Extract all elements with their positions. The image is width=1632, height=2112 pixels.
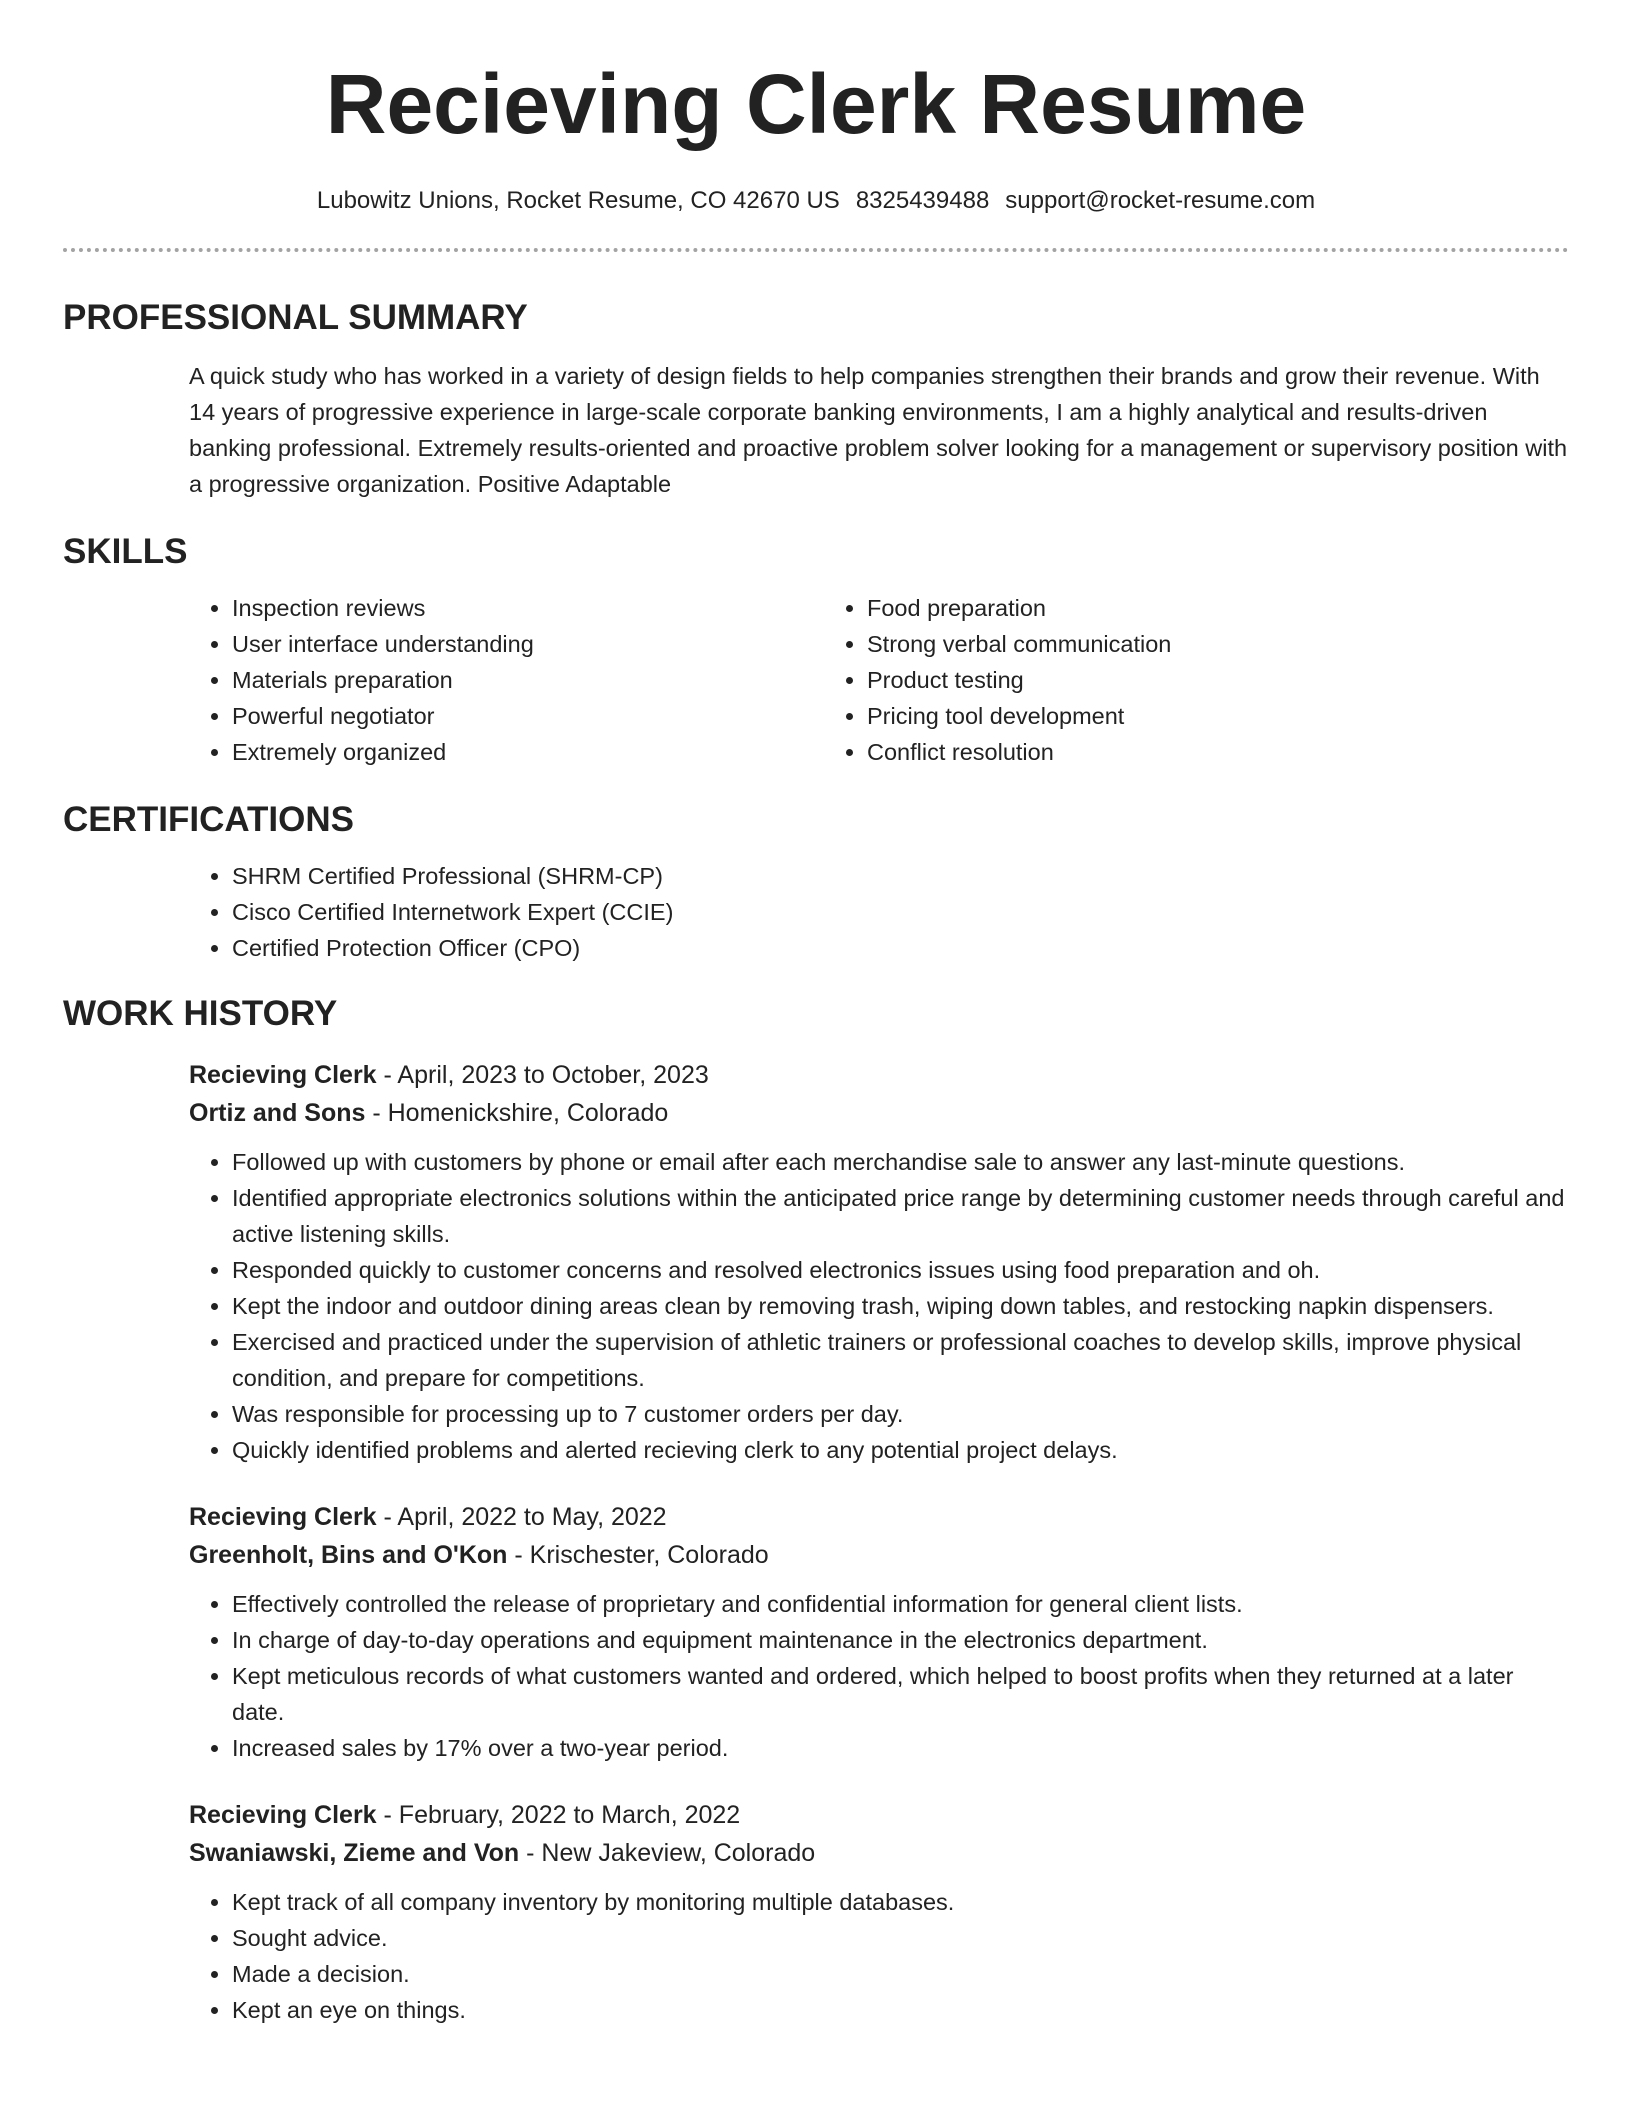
contact-email: support@rocket-resume.com [1005,187,1316,214]
job-title: Recieving Clerk [189,1801,377,1829]
skill-item: • Extremely organized [232,734,819,770]
skills-list [189,590,1569,770]
skill-item: • Inspection reviews [232,590,819,626]
skill-item: • Product testing [867,662,1449,698]
work-history-heading: WORK HISTORY [63,994,338,1033]
job-company-line [189,1094,1569,1132]
job-bullet: • Effectively controlled the release of proprietary and confidential information for general client lists. [232,1586,1569,1622]
job-title-line [189,1796,1569,1834]
job-bullet: • Kept track of all company inventory by monitoring multiple databases. [232,1884,1569,1920]
job-bullet: • Made a decision. [232,1956,1569,1992]
certification-item: • Cisco Certified Internetwork Expert (CCIE) [232,894,1569,930]
job-company: Greenholt, Bins and O'Kon [189,1541,508,1569]
job-bullet: • Increased sales by 17% over a two-year period. [232,1730,1569,1766]
job-bullet: • Sought advice. [232,1920,1569,1956]
certification-item: • Certified Protection Officer (CPO) [232,930,1569,966]
header-divider [63,248,1569,252]
certifications-list [189,858,1569,966]
skills-heading: SKILLS [63,532,188,571]
job-title: Recieving Clerk [189,1503,377,1531]
skill-item: • Powerful negotiator [232,698,819,734]
job-bullet: • Kept an eye on things. [232,1992,1569,2028]
skills-column-left [189,590,819,770]
contact-address: Lubowitz Unions, Rocket Resume, CO 42670 US [316,187,840,214]
job-title-line [189,1498,1569,1536]
job-bullet: • Was responsible for processing up to 7 customer orders per day. [232,1396,1569,1432]
job-dates: - February, 2022 to March, 2022 [376,1801,741,1829]
job-bullet: • Responded quickly to customer concerns and resolved electronics issues using food preparation and oh. [232,1252,1569,1288]
job-dates: - April, 2023 to October, 2023 [376,1061,709,1089]
skill-item: • Conflict resolution [867,734,1449,770]
summary-heading: PROFESSIONAL SUMMARY [63,298,528,337]
job-bullets [189,1586,1569,1766]
summary-text: A quick study who has worked in a variety of design fields to help companies strengthen their brands and grow their revenue. With 14 years of progressive experience in large-scale corporate banking environments, I am a highly analytical and results-driven banking professional. Extremely results-oriented and proactive problem solver looking for a management or supervisory position with a progressive organization. Positive Adaptable [189,363,1568,497]
skill-item: • Pricing tool development [867,698,1449,734]
job-entry [189,1498,1569,1766]
skill-item: • Food preparation [867,590,1449,626]
job-bullet: • Identified appropriate electronics solutions within the anticipated price range by determining customer needs through careful and active listening skills. [232,1180,1569,1252]
contact-line [63,186,1569,216]
job-entry [189,1796,1569,2028]
job-bullet: • In charge of day-to-day operations and equipment maintenance in the electronics department. [232,1622,1569,1658]
job-bullet: • Exercised and practiced under the supervision of athletic trainers or professional coaches to develop skills, improve physical condition, and prepare for competitions. [232,1324,1569,1396]
skills-column-right [819,590,1449,770]
job-company-line [189,1536,1569,1574]
job-bullet: • Followed up with customers by phone or email after each merchandise sale to answer any last-minute questions. [232,1144,1569,1180]
skill-item: • User interface understanding [232,626,819,662]
job-bullets [189,1144,1569,1468]
job-bullets [189,1884,1569,2028]
job-location: - Homenickshire, Colorado [365,1099,669,1127]
job-location: - New Jakeview, Colorado [519,1839,816,1867]
job-company-line [189,1834,1569,1872]
resume-title: Recieving Clerk Resume [325,57,1307,151]
job-company: Swaniawski, Zieme and Von [189,1839,520,1867]
skill-item: • Strong verbal communication [867,626,1449,662]
job-bullet: • Kept the indoor and outdoor dining areas clean by removing trash, wiping down tables, and restocking napkin dispensers. [232,1288,1569,1324]
job-dates: - April, 2022 to May, 2022 [376,1503,667,1531]
skill-item: • Materials preparation [232,662,819,698]
certification-item: • SHRM Certified Professional (SHRM-CP) [232,858,1569,894]
job-company: Ortiz and Sons [189,1099,366,1127]
job-title-line [189,1056,1569,1094]
job-location: - Krischester, Colorado [507,1541,769,1569]
job-bullet: • Kept meticulous records of what customers wanted and ordered, which helped to boost profits when they returned at a later date. [232,1658,1569,1730]
job-entry [189,1056,1569,1468]
contact-phone: 8325439488 [855,187,990,214]
certifications-heading: CERTIFICATIONS [63,800,355,839]
job-title: Recieving Clerk [189,1061,377,1089]
job-bullet: • Quickly identified problems and alerted recieving clerk to any potential project delays. [232,1432,1569,1468]
